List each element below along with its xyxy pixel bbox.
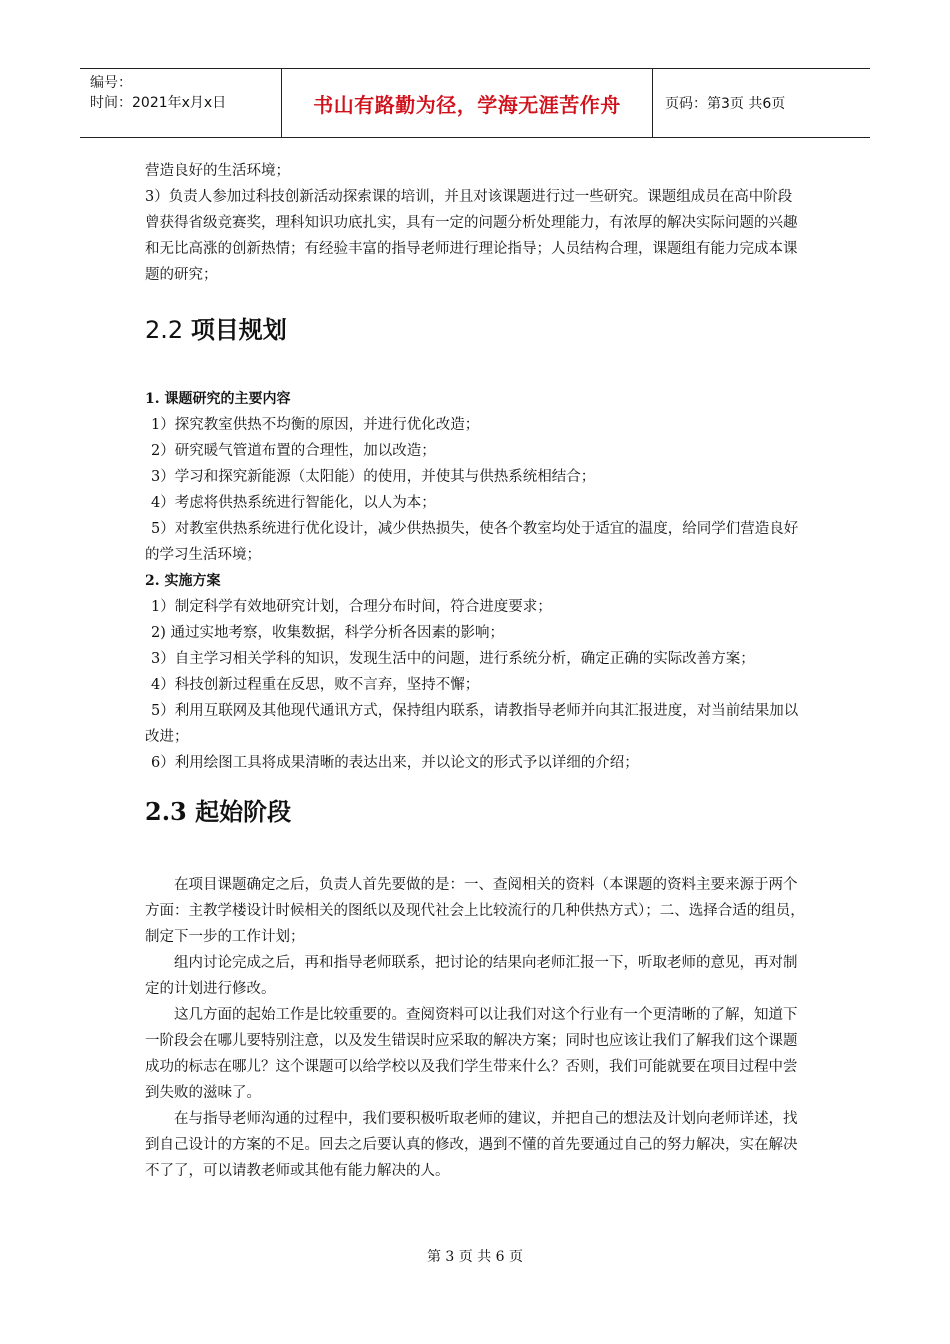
body-paragraph: 组内讨论完成之后，再和指导老师联系，把讨论的结果向老师汇报一下，听取老师的意见，再对制定的计划进行修改。 (145, 955, 798, 997)
list-item: 6）利用绘图工具将成果清晰的表达出来，并以论文的形式予以详细的介绍； (151, 755, 639, 771)
document-body (145, 158, 805, 1184)
header-meta (80, 69, 282, 137)
body-paragraph: 在项目课题确定之后，负责人首先要做的是：一、查阅相关的资料（本课题的资料主要来源于两个方面：主教学楼设计时候相关的图纸以及现代社会上比较流行的几种供热方式）；二、选择合适的组员，制定下一步的工作计划； (145, 877, 805, 945)
number-label: 编号： (90, 75, 132, 91)
list-item: 3）自主学习相关学科的知识，发现生活中的问题，进行系统分析，确定正确的实际改善方案； (151, 651, 755, 667)
list-item: 4）考虑将供热系统进行智能化，以人为本； (151, 495, 436, 511)
subheading-implementation: 2. 实施方案 (145, 573, 221, 589)
list-item: 1）探究教室供热不均衡的原因，并进行优化改造； (151, 417, 480, 433)
section-number: 2.2 (145, 316, 184, 344)
section-heading-2-3: 2.3 起始阶段 (145, 797, 292, 826)
time-label: 时间：2021年x月x日 (90, 95, 227, 111)
header-motto: 书山有路勤为径，学海无涯苦作舟 (282, 69, 653, 137)
intro-paragraph: 3）负责人参加过科技创新活动探索课的培训，并且对该课题进行过一些研究。课题组成员在高中阶段曾获得省级竞赛奖，理科知识功底扎实，具有一定的问题分析处理能力，有浓厚的解决实际问题的兴趣和无比高涨的创新热情；有经验丰富的指导老师进行理论指导；人员结构合理，课题组有能力完成本课题的研究； (145, 189, 798, 283)
body-paragraph: 这几方面的起始工作是比较重要的。查阅资料可以让我们对这个行业有一个更清晰的了解，知道下一阶段会在哪儿要特别注意，以及发生错误时应采取的解决方案；同时也应该让我们了解我们这个课题成功的标志在哪儿？这个课题可以给学校以及我们学生带来什么？否则，我们可能就要在项目过程中尝到失败的滋味了。 (145, 1007, 798, 1101)
list-item: 1）制定科学有效地研究计划，合理分布时间，符合进度要求； (151, 599, 552, 615)
list-item: 2) 通过实地考察，收集数据，科学分析各因素的影响； (151, 625, 504, 641)
list-item: 3）学习和探究新能源（太阳能）的使用，并使其与供热系统相结合； (151, 469, 596, 485)
body-paragraph: 在与指导老师沟通的过程中，我们要积极听取老师的建议，并把自己的想法及计划向老师详述，找到自己设计的方案的不足。回去之后要认真的修改，遇到不懂的首先要通过自己的努力解决，实在解决不了了，可以请教老师或其他有能力解决的人。 (145, 1111, 798, 1179)
page-footer: 第 3 页 共 6 页 (426, 1249, 524, 1265)
list-item: 5）对教室供热系统进行优化设计，减少供热损失，使各个教室均处于适宜的温度，给同学们营造良好的学习生活环境； (145, 521, 799, 563)
page-header (80, 68, 870, 138)
list-item: 2）研究暖气管道布置的合理性，加以改造； (151, 443, 436, 459)
section-title: 项目规划 (190, 316, 287, 344)
section-heading-2-2 (145, 314, 805, 346)
subheading-research-content: 1. 课题研究的主要内容 (145, 391, 291, 407)
header-page-label: 页码：第3页 共6页 (665, 96, 786, 112)
list-item: 5）利用互联网及其他现代通讯方式，保持组内联系，请教指导老师并向其汇报进度，对当前结果加以改进； (145, 703, 799, 745)
list-item: 4）科技创新过程重在反思，败不言弃，坚持不懈； (151, 677, 480, 693)
intro-line: 营造良好的生活环境； (145, 163, 290, 179)
